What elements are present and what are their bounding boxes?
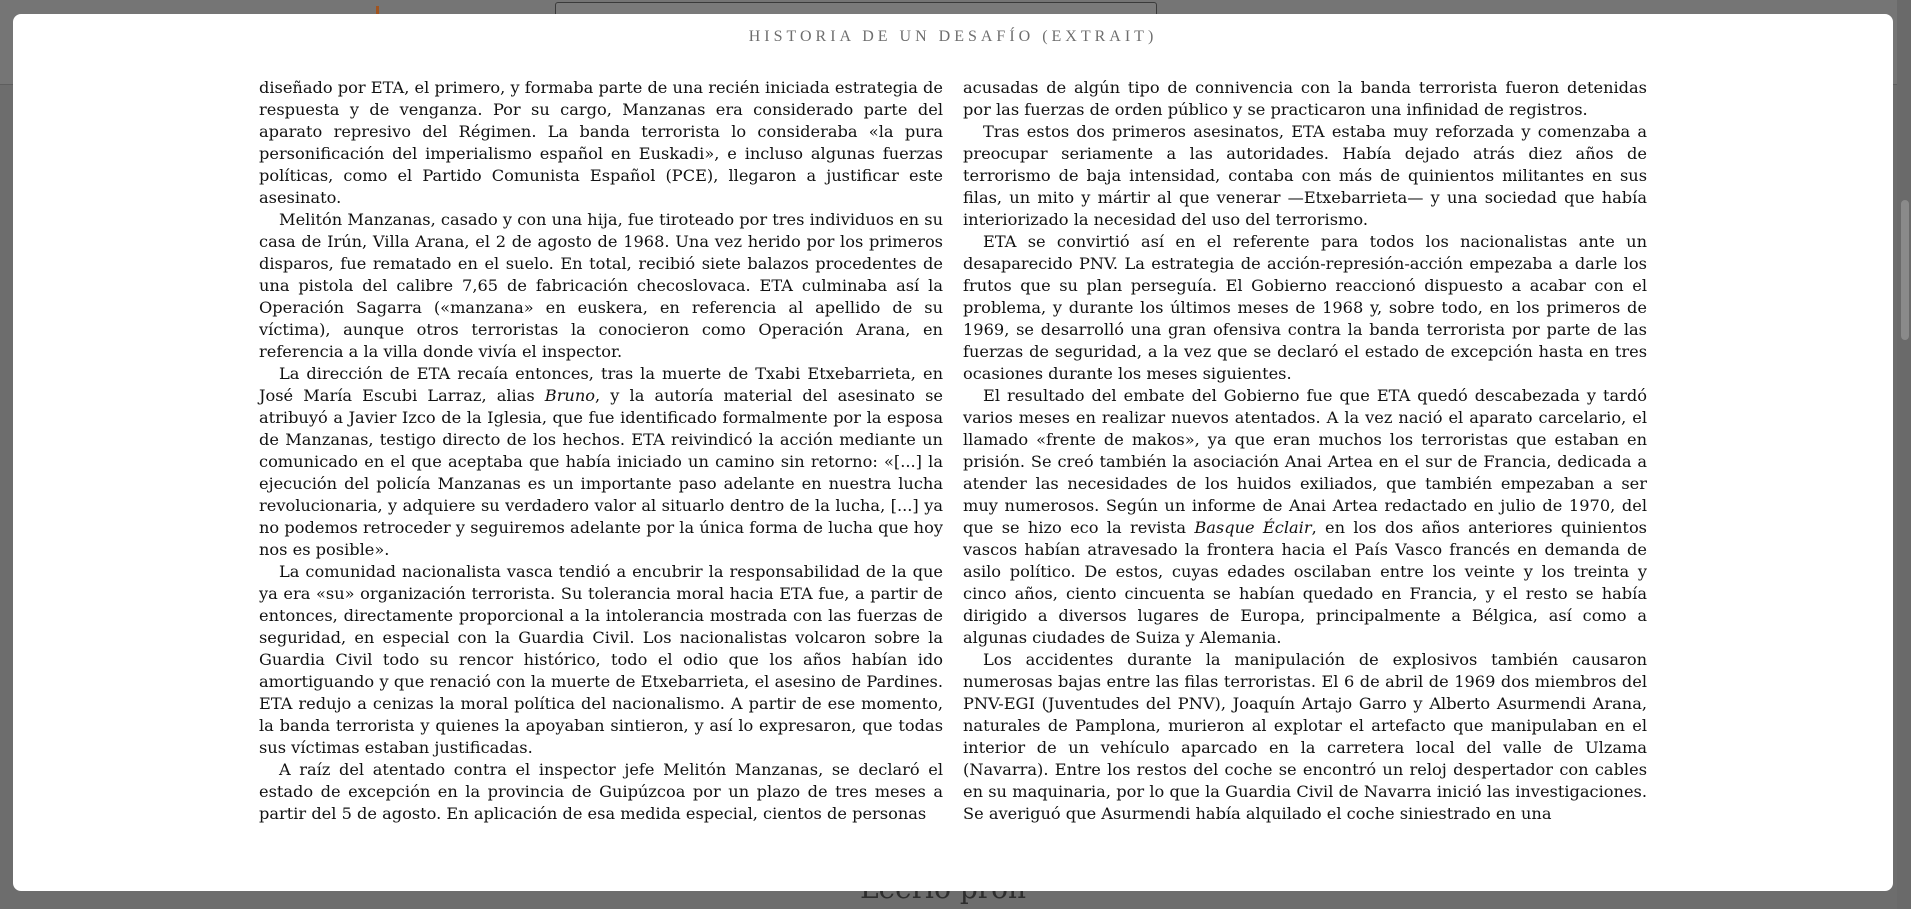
paragraph: Los accidentes durante la manipulación de explosivos también causaron numerosas bajas entre las filas terroristas. El 6 de abril de 1969 dos miembros del PNV-EGI (Juventudes del PNV), Joaquín Artajo Garro y Alberto Asurmendi Arana, naturales de Pamplona, murieron al explotar el artefacto que manipulaban en el interior de un vehículo aparcado en la carretera local del valle de Ulzama (Navarra). Entre los restos del coche se encontró un reloj despertador con cables en su maquinaria, por lo que la Guardia Civil de Navarra inició las investigaciones. Se averiguó que Asurmendi había alquilado el coche siniestrado en una (963, 650, 1647, 823)
paragraph: Tras estos dos primeros asesinatos, ETA estaba muy reforzada y comenzaba a preocupar seriamente a las autoridades. Había dejado atrás diez años de terrorismo de baja intensidad, contaba con más de quinientos militantes en sus filas, un mito y mártir al que venerar —Etxebarrieta— y una sociedad que había interiorizado la necesidad del uso del terrorismo. (963, 122, 1647, 229)
excerpt-modal (13, 14, 1893, 891)
paragraph (963, 385, 1647, 649)
publication-title-italic: Basque Éclair (1194, 518, 1312, 537)
paragraph-text: , en los dos años anteriores quinientos vascos habían atravesado la frontera hacia el País Vasco francés en demanda de asilo político. De estos, cuyas edades oscilaban entre los veinte y los treinta y cinco años, ciento cincuenta se habían quedado en Francia, y el resto se había dirigido a diversos lugares de Europa, principalmente a Bélgica, así como a algunas ciudades de Suiza y Alemania. (963, 518, 1647, 647)
paragraph (259, 363, 943, 561)
paragraph-text: , y la autoría material del asesinato se atribuyó a Javier Izco de la Iglesia, que fue identificado formalmente por la esposa de Manzanas, testigo directo de los hechos. ETA reivindicó la acción mediante un comunicado en el que aceptaba que había iniciado un camino sin retorno: «[...] la ejecución del policía Manzanas es un importante paso adelante en nuestra lucha revolucionaria, y adquiere su verdadero valor al situarlo dentro de la lucha, [...] ya no podemos retroceder y seguiremos adelante por la única forma de lucha que hoy nos es posible». (259, 386, 943, 559)
background-scrollbar-thumb (1901, 200, 1909, 340)
alias-italic: Bruno (544, 386, 596, 405)
paragraph: diseñado por ETA, el primero, y formaba parte de una recién iniciada estrategia de respuesta y de venganza. Por su cargo, Manzanas era considerado parte del aparato represivo del Régimen. La banda terrorista lo consideraba «la pura personificación del imperialismo español en Euskadi», e incluso algunas fuerzas políticas, como el Partido Comunista Español (PCE), llegaron a justificar este asesinato. (259, 78, 943, 207)
paragraph: ETA se convirtió así en el referente para todos los nacionalistas ante un desaparecido PNV. La estrategia de acción-represión-acción empezaba a darle los frutos que su plan perseguía. El Gobierno reaccionó dispuesto a acabar con el problema, y durante los últimos meses de 1968 y, sobre todo, en los primeros de 1969, se desarrolló una gran ofensiva contra la banda terrorista por parte de las fuerzas de seguridad, a la vez que se declaró el estado de excepción hasta en tres ocasiones durante los meses siguientes. (963, 232, 1647, 383)
modal-title: HISTORIA DE UN DESAFÍO (EXTRAIT) (748, 28, 1158, 45)
paragraph: acusadas de algún tipo de connivencia con la banda terrorista fueron detenidas por las fuerzas de orden público y se practicaron una infinidad de registros. (963, 78, 1647, 119)
paragraph: Melitón Manzanas, casado y con una hija, fue tiroteado por tres individuos en su casa de Irún, Villa Arana, el 2 de agosto de 1968. Una vez herido por los primeros disparos, fue rematado en el suelo. En total, recibió siete balazos procedentes de una pistola del calibre 7,65 de fabricación checoslovaca. ETA culminaba así la Operación Sagarra («manzana» en euskera, en referencia al apellido de su víctima), aunque otros terroristas la conocieron como Operación Arana, en referencia a la villa donde vivía el inspector. (259, 210, 943, 361)
excerpt-column-right (963, 77, 1647, 825)
paragraph: A raíz del atentado contra el inspector jefe Melitón Manzanas, se declaró el estado de excepción en la provincia de Guipúzcoa por un plazo de tres meses a partir del 5 de agosto. En aplicación de esa medida especial, cientos de personas (259, 760, 943, 823)
paragraph: La comunidad nacionalista vasca tendió a encubrir la responsabilidad de la que ya era «su» organización terrorista. Su tolerancia moral hacia ETA fue, a partir de entonces, directamente proporcional a la intolerancia mostrada con las fuerzas de seguridad, en especial con la Guardia Civil. Los nacionalistas volcaron sobre la Guardia Civil todo su rencor histórico, todo el odio que los años habían ido amortiguando y que renació con la muerte de Etxebarrieta, el asesino de Pardines. ETA redujo a cenizas la moral política del nacionalismo. A partir de ese momento, la banda terrorista y quienes la apoyaban sintieron, y así lo expresaron, que todas sus víctimas estaban justificadas. (259, 562, 943, 757)
excerpt-column-left (259, 77, 943, 825)
paragraph-text: El resultado del embate del Gobierno fue que ETA quedó descabezada y tardó varios meses en realizar nuevos atentados. A la vez nació el aparato carcelario, el llamado «frente de makos», ya que eran muchos los terroristas que estaban en prisión. Se creó también la asociación Anai Artea en el sur de Francia, dedicada a atender las necesidades de los huidos exiliados, que también empezaban a ser muy numerosos. Según un informe de Anai Artea redactado en julio de 1970, del que se hizo eco la revista (963, 386, 1647, 537)
background-scrollbar (1897, 0, 1911, 909)
paragraph-text: La dirección de ETA recaía entonces, tras la muerte de Txabi Etxebarrieta, en José María Escubi Larraz, alias (259, 364, 943, 405)
